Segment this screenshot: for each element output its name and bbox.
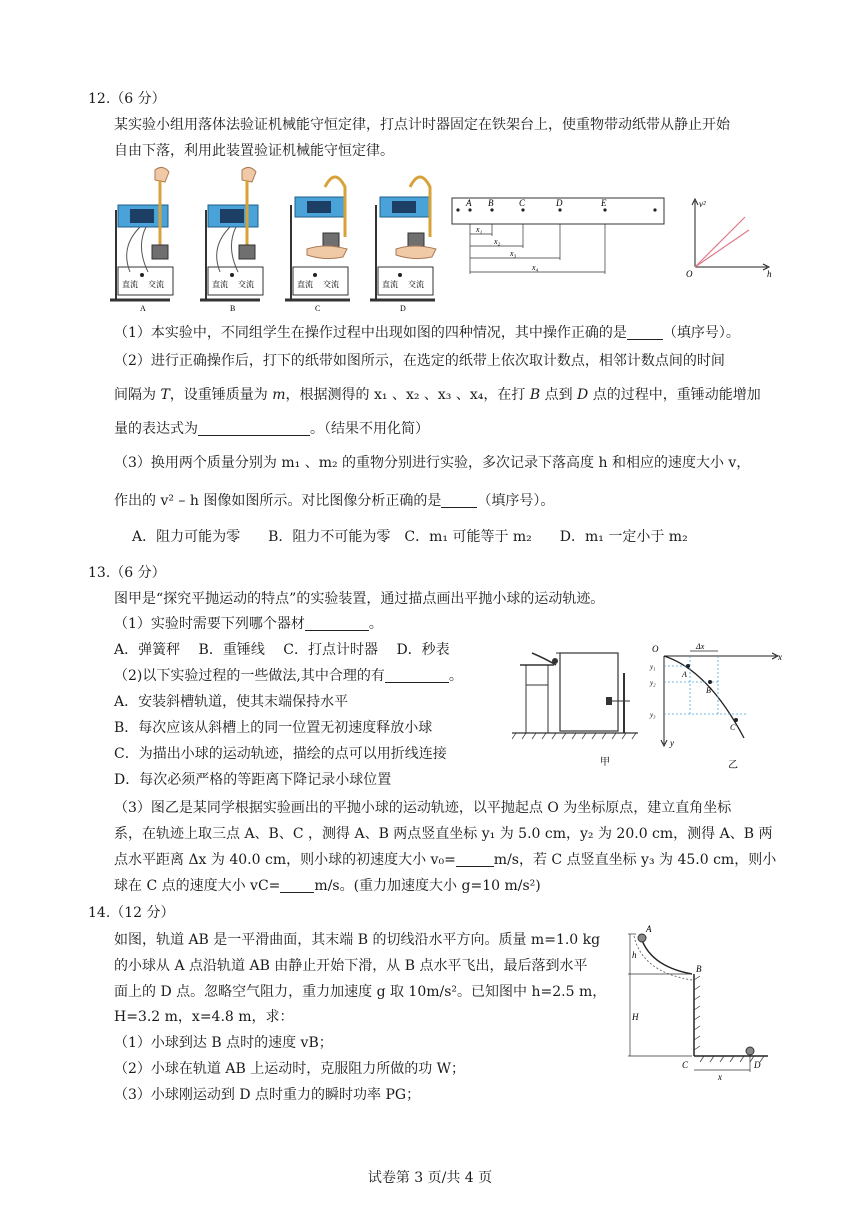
tape-point-d: D bbox=[556, 198, 563, 208]
point-b-label: B bbox=[706, 686, 711, 695]
q13-intro: 图甲是“探究平抛运动的特点”的实验装置，通过描点画出平抛小球的运动轨迹。 bbox=[114, 591, 605, 607]
text-run: 。 bbox=[368, 616, 383, 632]
q13-part3-line3 bbox=[114, 849, 776, 869]
q13-option-a: A．安装斜槽轨道，使其末端保持水平 bbox=[114, 694, 349, 710]
q13-vc-answer-blank[interactable] bbox=[280, 878, 314, 893]
page-footer: 试卷第 3 页/共 4 页 bbox=[367, 1170, 493, 1186]
text-run: 球在 C 点的速度大小 vC= bbox=[114, 878, 281, 894]
dim-x-label: x bbox=[718, 1072, 722, 1080]
axis-x-label: x bbox=[778, 652, 782, 662]
tape-point-e: E bbox=[601, 198, 607, 208]
q13-part1 bbox=[114, 613, 383, 633]
tape-point-b: B bbox=[488, 198, 494, 208]
q12-paper-tape-figure bbox=[450, 190, 670, 280]
q12-apparatus-figure bbox=[110, 165, 455, 315]
y1-label: y₁ bbox=[650, 663, 656, 671]
var-m: m bbox=[272, 387, 286, 403]
text-run: m/s，若 C 点竖直坐标 y₃ 为 45.0 cm，则小 bbox=[493, 852, 777, 868]
apparatus-panel-d bbox=[370, 177, 436, 313]
power-label-dc: 直流 bbox=[212, 280, 228, 289]
point-a-label: A bbox=[682, 670, 687, 679]
q12-part3-answer-blank[interactable] bbox=[441, 493, 477, 508]
q12-part1-end: （填序号）。 bbox=[662, 325, 740, 341]
power-label-dc: 直流 bbox=[382, 280, 398, 289]
track-point-c: C bbox=[682, 1060, 689, 1070]
text-run: 。 bbox=[448, 668, 463, 684]
text-run: （填序号）。 bbox=[477, 493, 555, 509]
q14-number: 14.（12 分） bbox=[88, 905, 175, 921]
text-run: m/s。(重力加速度大小 g=10 m/s²) bbox=[314, 878, 541, 894]
point-c-label: C bbox=[730, 723, 736, 732]
q14-subq1: （1）小球到达 B 点时的速度 vB； bbox=[114, 1035, 333, 1051]
text-run: ，设重锤质量为 bbox=[169, 387, 273, 403]
q14-line2: 的小球从 A 点沿轨道 AB 由静止开始下滑，从 B 点水平飞出，最后落到水平 bbox=[114, 958, 588, 974]
var-d: D bbox=[577, 387, 589, 403]
axis-y-label: y bbox=[670, 738, 674, 748]
q12-part2-line3 bbox=[114, 418, 429, 438]
var-t: T bbox=[160, 387, 170, 403]
q13-option-c: C．为描出小球的运动轨迹，描绘的点可以用折线连接 bbox=[114, 746, 447, 762]
q13-apparatus-jia bbox=[512, 645, 642, 775]
tape-dim-x4: x₄ bbox=[532, 263, 539, 272]
tape-dim-x3: x₃ bbox=[510, 249, 517, 258]
text-run: 点到 bbox=[540, 387, 578, 403]
graph-axis-h: h bbox=[767, 269, 772, 279]
fig-label-jia: 甲 bbox=[600, 757, 610, 768]
q13-number: 13.（6 分） bbox=[88, 565, 166, 581]
text-run: 点水平距离 Δx 为 40.0 cm，则小球的初速度大小 v₀= bbox=[114, 852, 456, 868]
q14-subq2: （2）小球在轨道 AB 上运动时，克服阻力所做的功 W； bbox=[114, 1061, 466, 1077]
panel-label-c: C bbox=[315, 304, 321, 313]
q14-subq3: （3）小球刚运动到 D 点时重力的瞬时功率 PG； bbox=[114, 1087, 421, 1103]
power-label-dc: 直流 bbox=[297, 280, 313, 289]
power-label-ac: 交流 bbox=[408, 280, 424, 289]
q12-part1-answer-blank[interactable] bbox=[627, 325, 663, 340]
q12-part3-line2 bbox=[114, 490, 554, 510]
q12-v2-h-graph bbox=[685, 195, 780, 280]
dim-big-h-label: H bbox=[632, 1012, 639, 1022]
y2-label: y₂ bbox=[650, 679, 656, 687]
apparatus-panel-b bbox=[200, 167, 263, 313]
var-b: B bbox=[529, 387, 541, 403]
tape-dim-x1: x₁ bbox=[476, 225, 483, 234]
text-run: 点的过程中，重锤动能增加 bbox=[588, 387, 761, 403]
fig-label-yi: 乙 bbox=[728, 760, 738, 771]
q13-part2 bbox=[114, 665, 463, 685]
q14-line1: 如图，轨道 AB 是一平滑曲面，其末端 B 的切线沿水平方向。质量 m=1.0 kg bbox=[114, 932, 601, 948]
text-run: （1）实验时需要下列哪个器材 bbox=[114, 616, 305, 632]
text-run: 量的表达式为 bbox=[114, 421, 198, 437]
q13-part1-answer-blank[interactable] bbox=[305, 616, 369, 631]
track-point-d: D bbox=[754, 1060, 761, 1070]
q12-options: A．阻力可能为零 B．阻力不可能为零 C．m₁ 可能等于 m₂ D．m₁ 一定小于 m₂ bbox=[132, 529, 688, 545]
q12-intro-line2: 自由下落，利用此装置验证机械能守恒定律。 bbox=[114, 143, 394, 159]
q12-intro-line1: 某实验小组用落体法验证机械能守恒定律，打点计时器固定在铁架台上，使重物带动纸带从静止开始 bbox=[114, 117, 730, 133]
q12-part2-line2 bbox=[114, 384, 761, 404]
axis-origin-o: O bbox=[652, 644, 659, 654]
q13-part3-line1: （3）图乙是某同学根据实验画出的平抛小球的运动轨迹，以平抛起点 O 为坐标原点，建立直角坐标 bbox=[114, 800, 732, 816]
q14-line3: 面上的 D 点。忽略空气阻力，重力加速度 g 取 10m/s²。已知图中 h=2.5 m， bbox=[114, 984, 607, 1000]
q12-part2-line1: （2）进行正确操作后，打下的纸带如图所示，在选定的纸带上依次取计数点，相邻计数点间的时间 bbox=[114, 353, 725, 369]
q12-part2-answer-blank[interactable] bbox=[198, 421, 310, 436]
delta-x-label: Δx bbox=[696, 642, 705, 651]
apparatus-panel-a bbox=[110, 167, 173, 313]
text-run: （2)以下实验过程的一些做法,其中合理的有 bbox=[114, 668, 385, 684]
text-run: 。（结果不用化简） bbox=[310, 421, 429, 437]
y3-label: y₃ bbox=[650, 711, 656, 719]
q13-option-b: B．每次应该从斜槽上的同一位置无初速度释放小球 bbox=[114, 720, 433, 736]
q13-part3-line2: 系，在轨迹上取三点 A、B、C ，测得 A、B 两点竖直坐标 y₁ 为 5.0 cm，y₂ 为 20.0 cm，测得 A、B 两 bbox=[114, 826, 773, 842]
tape-point-c: C bbox=[519, 198, 526, 208]
power-label-ac: 交流 bbox=[238, 280, 254, 289]
panel-label-a: A bbox=[140, 304, 146, 313]
graph-origin: O bbox=[686, 269, 693, 279]
graph-axis-v2: v² bbox=[699, 199, 706, 209]
panel-label-d: D bbox=[400, 304, 406, 313]
dim-h-label: h bbox=[632, 950, 637, 960]
q12-number: 12.（6 分） bbox=[88, 91, 166, 107]
track-point-b: B bbox=[696, 964, 702, 974]
q13-part2-answer-blank[interactable] bbox=[385, 668, 449, 683]
power-label-ac: 交流 bbox=[148, 280, 164, 289]
q13-part3-line4 bbox=[114, 875, 541, 895]
q14-line4: H=3.2 m，x=4.8 m，求： bbox=[114, 1009, 294, 1025]
panel-label-b: B bbox=[230, 304, 236, 313]
text-run: ，根据测得的 x₁ 、x₂ 、x₃ 、x₄，在打 bbox=[285, 387, 530, 403]
apparatus-panel-c bbox=[285, 177, 350, 313]
q13-v0-answer-blank[interactable] bbox=[456, 852, 494, 867]
tape-point-a: A bbox=[466, 198, 472, 208]
text-run: 间隔为 bbox=[114, 387, 161, 403]
q12-part1-text: （1）本实验中，不同组学生在操作过程中出现如图的四种情况，其中操作正确的是 bbox=[114, 325, 627, 341]
text-run: 作出的 v² – h 图像如图所示。对比图像分析正确的是 bbox=[114, 493, 442, 509]
track-point-a: A bbox=[646, 924, 652, 934]
q13-trajectory-yi bbox=[648, 640, 788, 775]
q14-track-figure bbox=[618, 920, 778, 1080]
tape-dim-x2: x₂ bbox=[494, 237, 501, 246]
q12-part1 bbox=[114, 322, 740, 342]
power-label-ac: 交流 bbox=[323, 280, 339, 289]
q13-option-d: D．每次必须严格的等距离下降记录小球位置 bbox=[114, 772, 392, 788]
power-label-dc: 直流 bbox=[122, 280, 138, 289]
q13-part1-options: A．弹簧秤 B．重锤线 C．打点计时器 D．秒表 bbox=[114, 642, 450, 658]
q12-part3-line1: （3）换用两个质量分别为 m₁ 、m₂ 的重物分别进行实验，多次记录下落高度 h 和相应的速度大小 v， bbox=[114, 455, 751, 471]
